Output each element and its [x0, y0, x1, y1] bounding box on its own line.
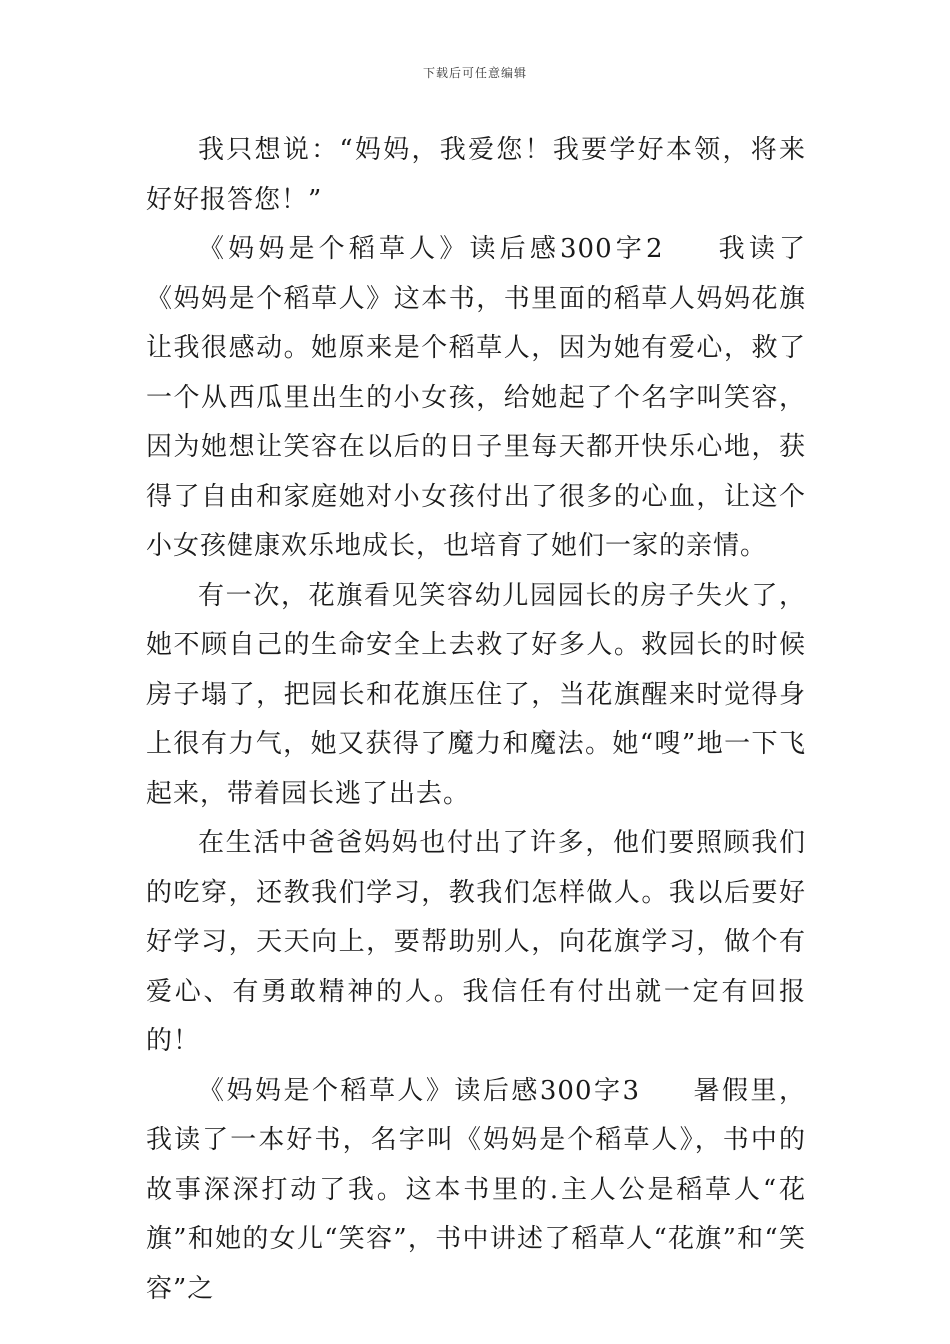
header-note: 下载后可任意编辑: [422, 66, 527, 80]
paragraph-fire-rescue: [146, 572, 806, 820]
document-body: [146, 126, 806, 1314]
paragraph-review-3: [146, 1067, 806, 1315]
paragraph-text: 在生活中爸爸妈妈也付出了许多，他们要照顾我们的吃穿，还教我们学习，教我们怎样做人。我以后要好好学习，天天向上，要帮助别人，向花旗学习，做个有爱心、有勇敢精神的人。我信任有付出就一定有回报的！: [146, 828, 806, 1056]
paragraph-text: 暑假里，我读了一本好书，名字叫《妈妈是个稻草人》，书中的故事深深打动了我。这本书里的.主人公是稻草人“花旗”和她的女儿“笑容”，书中讲述了稻草人“花旗”和“笑容”之: [146, 1075, 806, 1304]
paragraph-text: 我只想说：“妈妈，我爱您！我要学好本领，将来好好报答您！”: [146, 135, 806, 215]
section-heading: 《妈妈是个稻草人》读后感300字3: [198, 1075, 641, 1106]
paragraph-closing-quote: [146, 126, 806, 225]
paragraph-text: 我读了《妈妈是个稻草人》这本书，书里面的稻草人妈妈花旗让我很感动。她原来是个稻草人，因为她有爱心，救了一个从西瓜里出生的小女孩，给她起了个名字叫笑容，因为她想让笑容在以后的日子里每天都开快乐心地，获得了自由和家庭她对小女孩付出了很多的心血，让这个小女孩健康欢乐地成长，也培育了她们一家的亲情。: [146, 234, 806, 561]
paragraph-review-2: [146, 225, 806, 572]
section-heading: 《妈妈是个稻草人》读后感300字2: [198, 234, 664, 264]
paragraph-text: 有一次，花旗看见笑容幼儿园园长的房子失火了，她不顾自己的生命安全上去救了好多人。救园长的时候房子塌了，把园长和花旗压住了，当花旗醒来时觉得身上很有力气，她又获得了魔力和魔法。她“嗖”地一下飞起来，带着园长逃了出去。: [146, 580, 806, 809]
paragraph-parents: [146, 819, 806, 1067]
